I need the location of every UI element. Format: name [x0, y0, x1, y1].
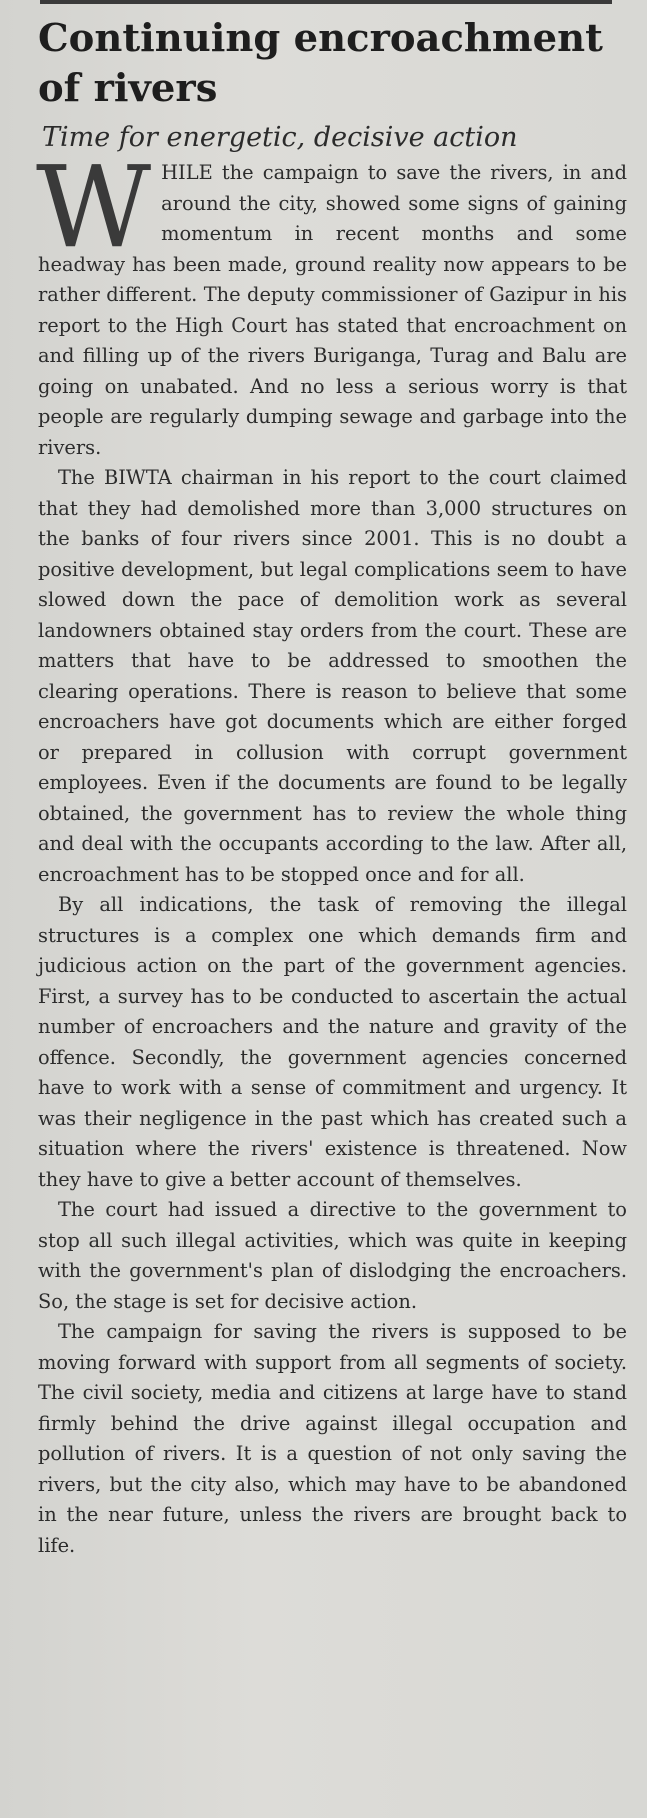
drop-cap: W	[36, 143, 152, 273]
top-rule	[40, 0, 612, 4]
paragraph-1	[36, 143, 627, 463]
article-body	[36, 143, 627, 1561]
paragraph-2: The BIWTA chairman in his report to the court claimed that they had demolished more than 3,000 structures on the banks of four rivers since 2001. This is no doubt a positive development, but legal complications seem to have slowed down the pace of demolition work as several landowners obtained stay orders from the court. These are matters that have to be addressed to smoothen the clearing operations. There is reason to believe that some encroachers have got documents which are either forged or prepared in collusion with corrupt government employees. Even if the documents are found to be legally obtained, the government has to review the whole thing and deal with the occupants according to the law. After all, encroachment has to be stopped once and for all.	[38, 466, 627, 886]
headline-line-2: of rivers	[38, 66, 218, 111]
paragraph-1-text: HILE the campaign to save the rivers, in and around the city, showed some signs of gaining momentum in recent months and some headway has been made, ground reality now appears to be rather different. The deputy commissioner of Gazipur in his report to the High Court has stated that encroachment on and filling up of the rivers Buriganga, Turag and Balu are going on unabated. And no less a serious worry is that people are regularly dumping sewage and garbage into the rivers.	[38, 161, 627, 459]
headline	[38, 0, 627, 114]
paragraph-5: The campaign for saving the rivers is supposed to be moving forward with support from all segments of society. The civil society, media and citizens at large have to stand firmly behind the drive against illegal occupation and pollution of rivers. It is a question of not only saving the rivers, but the city also, which may have to be abandoned in the near future, unless the rivers are brought back to life.	[38, 1320, 627, 1557]
paragraph-3: By all indications, the task of removing the illegal structures is a complex one which demands firm and judicious action on the part of the government agencies. First, a survey has to be conducted to ascertain the actual number of encroachers and the nature and gravity of the offence. Secondly, the government agencies concerned have to work with a sense of commitment and urgency. It was their negligence in the past which has created such a situation where the rivers' existence is threatened. Now they have to give a better account of themselves.	[38, 893, 627, 1191]
subheadline: Time for energetic, decisive action	[42, 122, 518, 153]
headline-line-1: Continuing encroachment	[38, 16, 603, 61]
paragraph-4: The court had issued a directive to the government to stop all such illegal activities, which was quite in keeping with the government's plan of dislodging the encroachers. So, the stage is set for decisive action.	[38, 1198, 627, 1313]
